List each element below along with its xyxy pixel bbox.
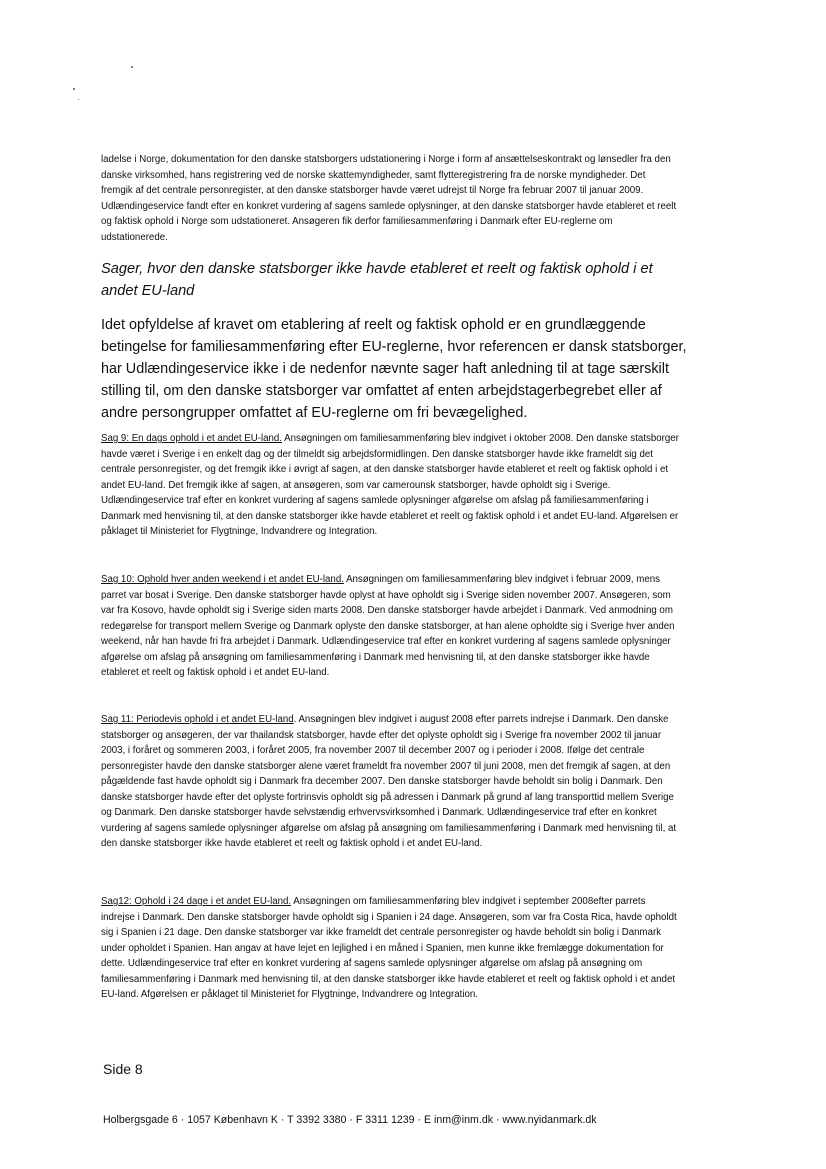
case-12-title: Sag12: Ophold i 24 dage i et andet EU-land.: [101, 896, 292, 907]
lead-paragraph: Idet opfyldelse af kravet om etablering af reelt og faktisk ophold er en grundlæggende betingelse for familiesammenføring efter EU-reglerne, hvor referencen er dansk statsborger, har Udlændingeservice ikke i de nedenfor nævnte sager haft anledning til at tage særskilt stilling til, om den danske statsborger var omfattet af enten arbejdstagerbegrebet eller af andre persongrupper omfattet af EU-reglerne om fri bevægelighed.: [101, 317, 687, 421]
case-11-body: . Ansøgningen blev indgivet i august 2008 efter parrets indrejse i Danmark. Den danske statsborger og ansøgeren, der var thailandsk statsborger, havde efter det oplyste opholdt sig i Sverige fra november 2002 til januar 2003, i foråret og sommeren 2003, i foråret 2005, fra november 2007 til december 2007 og i perioder i 2008. Ifølge det centrale personregister havde den danske statsborger alene været frameldt fra november 2007 til juni 2008, men det fremgik af sagen, at den pågældende fast havde opholdt sig i Danmark fra december 2007. Den danske statsborger havde beholdt sin bolig i Danmark. Den danske statsborger havde efter det oplyste fortrinsvis opholdt sig på adressen i Danmark på grund af lang transporttid mellem Sverige og Danmark. Den danske statsborger havde selvstændig erhvervsvirksomhed i Danmark. Udlændingeservice traf efter en konkret vurdering af sagens samlede oplysninger afgørelse om afslag på ansøgning om familiesammenføring i Danmark med henvisning til, at den danske statsborger ikke havde etableret et reelt og faktisk ophold i et andet EU-land.: [101, 714, 677, 849]
case-9-body: Ansøgningen om familiesammenføring blev indgivet i oktober 2008. Den danske statsborger havde været i Sverige i en enkelt dag og der tilmeldt sig arbejdsformidlingen. Den danske statsborger havde ikke frameldt sig det centrale personregister, og det fremgik ikke i øvrigt af sagen, at den danske statsborger havde etableret et reelt og faktisk ophold i et andet EU-land. Det fremgik ikke af sagen, at ansøgeren, som var camerounsk statsborger, havde opholdt sig i Sverige. Udlændingeservice traf efter en konkret vurdering af sagens samlede oplysninger afgørelse om afslag på familiesammenføring i Danmark med henvisning til, at den danske statsborger ikke havde etableret et reelt og faktisk ophold i et andet EU-land. Afgørelsen er påklaget til Ministeriet for Flygtninge, Indvandrere og Integration.: [101, 433, 679, 537]
case-9-title: Sag 9: En dags ophold i et andet EU-land.: [101, 433, 282, 444]
case-11-title: Sag 11: Periodevis ophold i et andet EU-land: [101, 714, 294, 725]
scan-speck: [78, 99, 79, 100]
scan-speck: [131, 66, 133, 68]
case-12-body: Ansøgningen om familiesammenføring blev indgivet i september 2008efter parrets indrejse i Danmark. Den danske statsborger havde opholdt sig i Spanien i 24 dage. Ansøgeren, som var fra Costa Rica, havde opholdt sig i Spanien i 21 dage. Den danske statsborger var ikke frameldt det centrale personregister og havde beholdt sin bolig i Danmark under opholdet i Spanien. Han angav at have lejet en lejlighed i en måned i Spanien, men kunne ikke fremlægge dokumentation for dette. Udlændingeservice traf efter en konkret vurdering af sagens samlede oplysninger afgørelse om afslag på ansøgning om familiesammenføring i Danmark med henvisning til, at den danske statsborger ikke havde etableret et reelt og faktisk ophold i et andet EU-land. Afgørelsen er påklaget til Ministeriet for Flygtninge, Indvandrere og Integration.: [101, 896, 677, 1000]
page-number: Side 8: [103, 1061, 143, 1077]
case-10-body: Ansøgningen om familiesammenføring blev indgivet i februar 2009, mens parret var bosat i Sverige. Den danske statsborger havde oplyst at have opholdt sig i Sverige siden november 2007. Ansøgeren, som var fra Kosovo, havde opholdt sig i Sverige siden marts 2008. Den danske statsborger havde arbejdet i Danmark. Ved anmodning om redegørelse for transport mellem Sverige og Danmark oplyste den danske statsborger, at han alene opholdte sig i Sverige hver anden weekend, når han havde fri fra arbejdet i Danmark. Udlændingeservice traf efter en konkret vurdering af sagens samlede oplysninger afgørelse om afslag på ansøgning om familiesammenføring i Danmark med henvisning til, at den danske statsborger ikke havde etableret et reelt og faktisk ophold i et andet EU-land.: [101, 574, 675, 678]
section-heading: Sager, hvor den danske statsborger ikke havde etableret et reelt og faktisk ophold i et andet EU-land: [101, 261, 653, 299]
case-10: [101, 572, 679, 681]
case-12: [101, 894, 679, 1003]
case-10-title: Sag 10: Ophold hver anden weekend i et andet EU-land.: [101, 574, 344, 585]
scan-speck: [73, 88, 75, 90]
intro-paragraph: ladelse i Norge, dokumentation for den danske statsborgers udstationering i Norge i form af ansættelseskontrakt og lønsedler fra den danske virksomhed, hans registrering ved de norske skattemyndigheder, samt flytteregistrering fra de norske myndigheder. Det fremgik af det centrale personregister, at den danske statsborger havde været udrejst til Norge fra februar 2007 til januar 2009. Udlændingeservice fandt efter en konkret vurdering af sagens samlede oplysninger, at den danske statsborger havde etableret et reelt og faktisk ophold i Norge som udstationeret. Ansøgeren fik derfor familiesammenføring i Danmark efter EU-reglerne om udstationerede.: [101, 154, 677, 243]
case-9: [101, 431, 679, 540]
case-11: [101, 712, 679, 852]
footer-contact: Holbergsgade 6 · 1057 København K · T 3392 3380 · F 3311 1239 · E inm@inm.dk · www.nyidanmark.dk: [103, 1114, 597, 1126]
